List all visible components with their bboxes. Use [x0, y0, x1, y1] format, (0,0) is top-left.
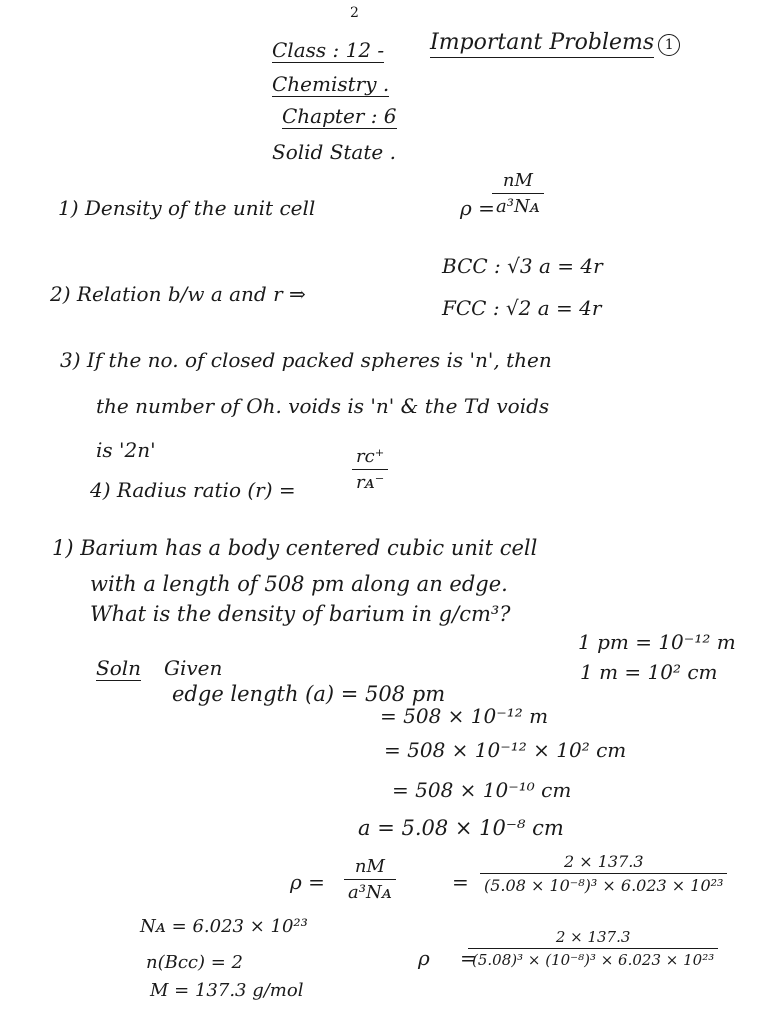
title-heading — [430, 32, 680, 56]
conversion-m-to-cm: 1 m = 10² cm — [580, 660, 718, 684]
formula-2-label: 2) Relation b/w a and r ⇒ — [50, 282, 306, 306]
edge-length: edge length (a) = 508 pm — [172, 682, 446, 706]
formula-2-fcc: FCC : √2 a = 4r — [442, 296, 602, 320]
molar-mass-value: M = 137.3 g/mol — [150, 980, 304, 1001]
problem-line-1: 1) Barium has a body centered cubic unit cell — [52, 536, 538, 560]
page-number: 2 — [350, 5, 359, 21]
topic-label: Solid State . — [272, 140, 396, 164]
formula-4-label: 4) Radius ratio (r) = — [90, 478, 296, 502]
formula-3-line-1: 3) If the no. of closed packed spheres is 'n', then — [60, 348, 552, 372]
formula-3-line-3: is '2n' — [96, 438, 156, 462]
title-text: Important Problems — [430, 30, 654, 58]
given-label: Given — [164, 656, 223, 680]
substitution-2-numerator: 2 × 137.3 — [555, 928, 631, 946]
formula-1-lhs: ρ = — [460, 196, 495, 220]
substitution-1-numerator: 2 × 137.3 — [563, 852, 644, 871]
a-result: a = 5.08 × 10⁻⁸ cm — [358, 816, 564, 840]
equals-sign-2: = — [460, 946, 477, 970]
rho-fraction — [344, 856, 396, 903]
n-bcc-value: n(Bcc) = 2 — [146, 952, 244, 973]
formula-1-fraction — [492, 170, 544, 217]
step-1: = 508 × 10⁻¹² m — [380, 704, 549, 728]
equals-sign-1: = — [452, 870, 469, 894]
problem-line-2: with a length of 508 pm along an edge. — [90, 572, 508, 596]
formula-1-numerator: nM — [502, 170, 533, 191]
conversion-pm-to-m: 1 pm = 10⁻¹² m — [578, 630, 736, 654]
rho-denominator: a³Nᴀ — [344, 879, 396, 903]
formula-2-bcc: BCC : √3 a = 4r — [442, 254, 603, 278]
substitution-1-denominator: (5.08 × 10⁻⁸)³ × 6.023 × 10²³ — [480, 873, 727, 895]
class-label: Class : 12 - — [272, 38, 385, 62]
rho-numerator: nM — [354, 856, 385, 877]
substitution-2-fraction — [468, 928, 718, 969]
avogadro-value: Nᴀ = 6.023 × 10²³ — [140, 916, 308, 937]
rho-lhs-2: ρ — [418, 946, 430, 970]
formula-4-numerator: rc⁺ — [356, 446, 385, 467]
substitution-2-denominator: (5.08)³ × (10⁻⁸)³ × 6.023 × 10²³ — [468, 948, 718, 969]
rho-lhs: ρ = — [290, 870, 325, 894]
step-2: = 508 × 10⁻¹² × 10² cm — [384, 738, 627, 762]
chapter-label: Chapter : 6 — [282, 104, 397, 128]
formula-1-label: 1) Density of the unit cell — [58, 196, 316, 220]
formula-1-denominator: a³Nᴀ — [492, 193, 544, 217]
substitution-1-fraction — [480, 852, 727, 895]
problem-line-3: What is the density of barium in g/cm³? — [90, 602, 511, 626]
formula-3-line-2: the number of Oh. voids is 'n' & the Td voids — [96, 394, 550, 418]
subject-label: Chemistry . — [272, 72, 390, 96]
step-3: = 508 × 10⁻¹⁰ cm — [392, 778, 572, 802]
formula-4-fraction — [352, 446, 388, 493]
title-number-circle: 1 — [658, 34, 680, 56]
formula-4-denominator: rᴀ⁻ — [352, 469, 388, 493]
solution-label: Soln — [96, 656, 142, 680]
